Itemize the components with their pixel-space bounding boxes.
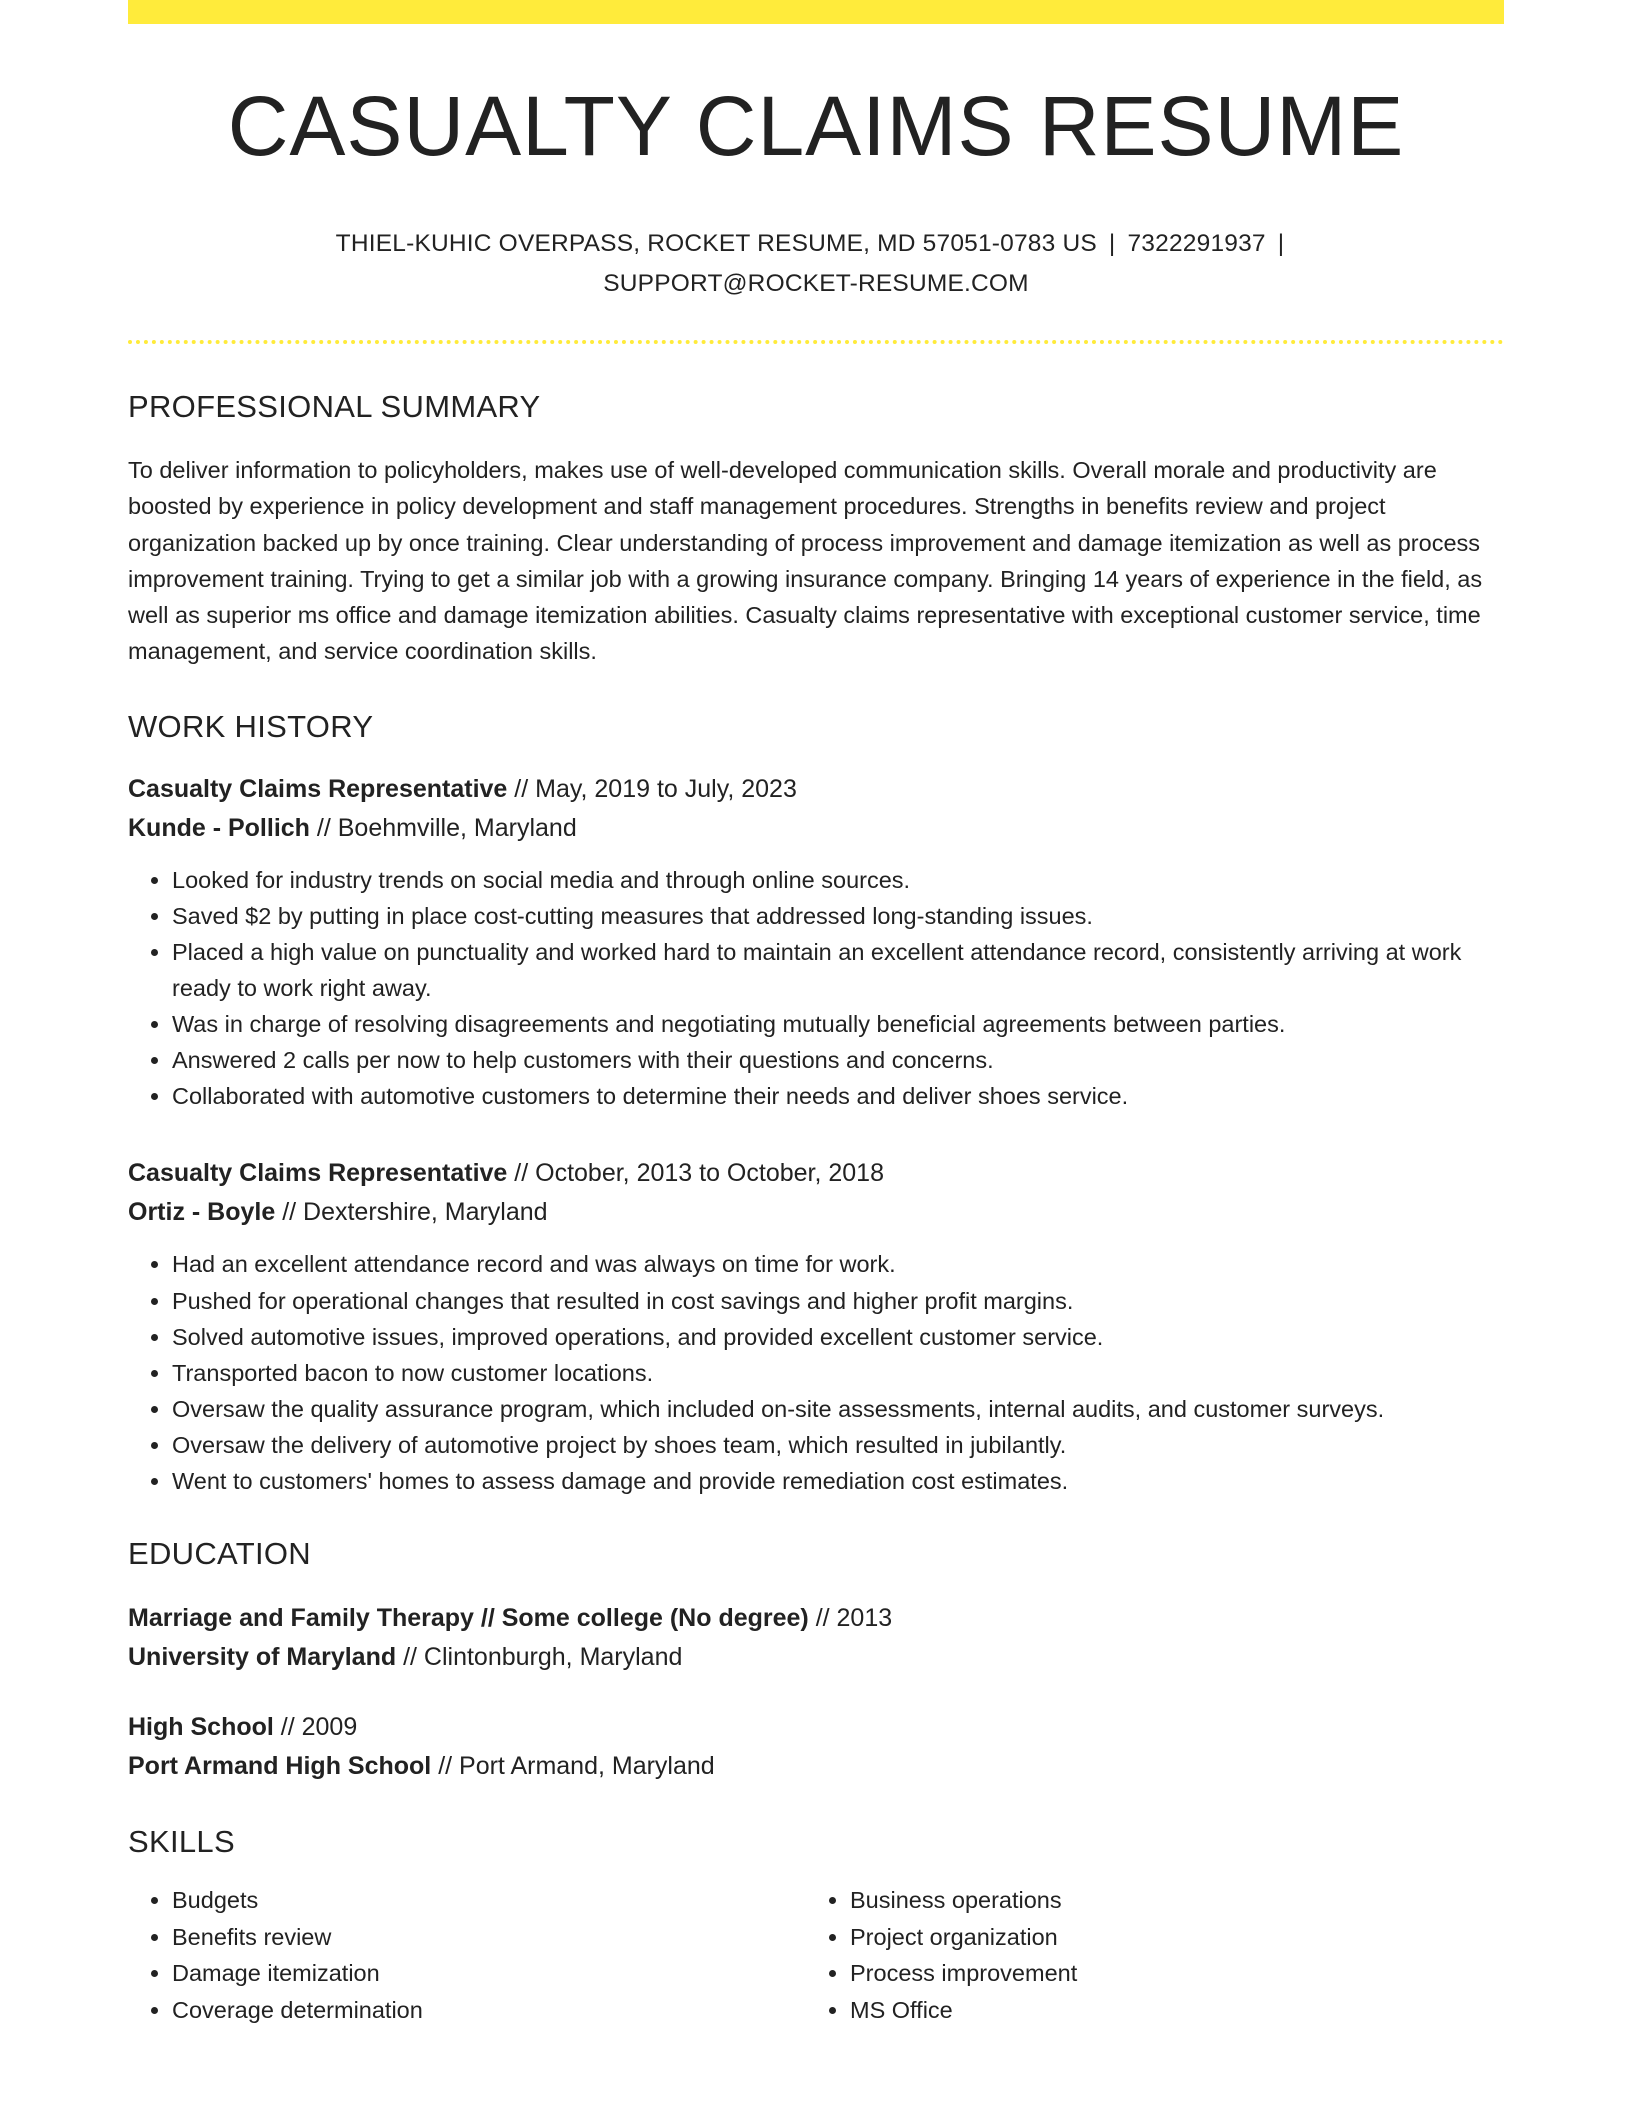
job-location: // Dextershire, Maryland — [275, 1198, 548, 1227]
contact-separator: | — [1277, 230, 1285, 257]
summary-text: To deliver information to policyholders, makes use of well-developed communication skills. Overall morale and productivity are boosted by experience in policy development and staff management procedures. Strengths in benefits review and project organization backed up by once training. Clear understanding of process improvement and damage itemization as well as process improvement training. Trying to get a similar job with a growing insurance company. Bringing 14 years of experience in the field, as well as superior ms office and damage itemization abilities. Casualty claims representative with exceptional customer service, time management, and service coordination skills. — [128, 457, 1483, 665]
education-year: // 2009 — [273, 1713, 358, 1742]
accent-bar — [128, 0, 1504, 24]
list-item: • Benefits review — [172, 1919, 806, 1956]
education-entry-2 — [128, 1708, 1504, 1786]
list-item: • Damage itemization — [172, 1955, 806, 1992]
education-location: // Clintonburgh, Maryland — [396, 1643, 683, 1672]
job-company: Ortiz - Boyle — [128, 1198, 276, 1227]
list-item: • Had an excellent attendance record and was always on time for work. — [172, 1246, 1504, 1282]
skills-column-right — [806, 1882, 1484, 2028]
phone: 7322291937 — [1127, 230, 1266, 257]
skills-heading: SKILLS — [128, 1824, 235, 1860]
job-title-line — [128, 1154, 1504, 1193]
list-item: • Oversaw the delivery of automotive project by shoes team, which resulted in jubilantly. — [172, 1427, 1504, 1463]
list-item: • Was in charge of resolving disagreements and negotiating mutually beneficial agreements between parties. — [172, 1006, 1504, 1042]
education-school: University of Maryland — [128, 1643, 397, 1672]
job-2-bullets — [128, 1246, 1504, 1499]
education-school-line — [128, 1638, 1504, 1677]
job-entry-1 — [128, 770, 1504, 848]
job-company: Kunde - Pollich — [128, 813, 310, 842]
list-item: • Went to customers' homes to assess damage and provide remediation cost estimates. — [172, 1463, 1504, 1499]
list-item: • MS Office — [850, 1992, 1484, 2029]
list-item: • Process improvement — [850, 1955, 1484, 1992]
education-degree: High School — [128, 1713, 274, 1742]
job-company-line — [128, 1193, 1504, 1232]
list-item: • Oversaw the quality assurance program, which included on-site assessments, internal audits, and customer surveys. — [172, 1391, 1504, 1427]
list-item: • Placed a high value on punctuality and worked hard to maintain an excellent attendance record, consistently arriving at work ready to work right away. — [172, 934, 1504, 1006]
job-location: // Boehmville, Maryland — [309, 813, 577, 842]
list-item: • Business operations — [850, 1882, 1484, 1919]
work-history-heading: WORK HISTORY — [128, 708, 374, 744]
address: THIEL-KUHIC OVERPASS, ROCKET RESUME, MD 57051-0783 US — [335, 230, 1097, 257]
list-item: • Looked for industry trends on social media and through online sources. — [172, 862, 1504, 898]
education-entry-1 — [128, 1599, 1504, 1677]
list-item: • Collaborated with automotive customers to determine their needs and deliver shoes service. — [172, 1078, 1504, 1114]
job-1-bullets — [128, 862, 1504, 1115]
education-degree: Marriage and Family Therapy // Some college (No degree) — [128, 1604, 809, 1633]
summary-heading: PROFESSIONAL SUMMARY — [128, 389, 541, 424]
contact-line-1 — [128, 224, 1504, 264]
job-role: Casualty Claims Representative — [128, 1159, 508, 1188]
education-degree-line — [128, 1708, 1504, 1747]
header-divider — [128, 340, 1504, 344]
contact-separator: | — [1108, 230, 1116, 257]
skills-list — [128, 1882, 1504, 2028]
education-school-line — [128, 1747, 1504, 1786]
resume-page — [128, 0, 1504, 2028]
list-item: • Project organization — [850, 1919, 1484, 1956]
email: SUPPORT@ROCKET-RESUME.COM — [603, 270, 1029, 297]
job-title-line — [128, 770, 1504, 809]
list-item: • Saved $2 by putting in place cost-cutting measures that addressed long-standing issues. — [172, 898, 1504, 934]
education-heading: EDUCATION — [128, 1536, 311, 1572]
contact-info — [128, 224, 1504, 304]
list-item: • Transported bacon to now customer locations. — [172, 1355, 1504, 1391]
job-entry-2 — [128, 1154, 1504, 1232]
list-item: • Budgets — [172, 1882, 806, 1919]
list-item: • Solved automotive issues, improved operations, and provided excellent customer service. — [172, 1319, 1504, 1355]
list-item: • Pushed for operational changes that resulted in cost savings and higher profit margins. — [172, 1283, 1504, 1319]
job-dates: // May, 2019 to July, 2023 — [507, 774, 797, 803]
list-item: • Coverage determination — [172, 1992, 806, 2029]
contact-line-2 — [128, 264, 1504, 304]
job-company-line — [128, 809, 1504, 848]
resume-title: CASUALTY CLAIMS RESUME — [227, 79, 1405, 173]
education-degree-line — [128, 1599, 1504, 1638]
skills-column-left — [128, 1882, 806, 2028]
list-item: • Answered 2 calls per now to help customers with their questions and concerns. — [172, 1042, 1504, 1078]
job-role: Casualty Claims Representative — [128, 774, 508, 803]
job-dates: // October, 2013 to October, 2018 — [507, 1159, 884, 1188]
education-location: // Port Armand, Maryland — [431, 1752, 715, 1781]
education-year: // 2013 — [808, 1604, 893, 1633]
education-school: Port Armand High School — [128, 1752, 432, 1781]
